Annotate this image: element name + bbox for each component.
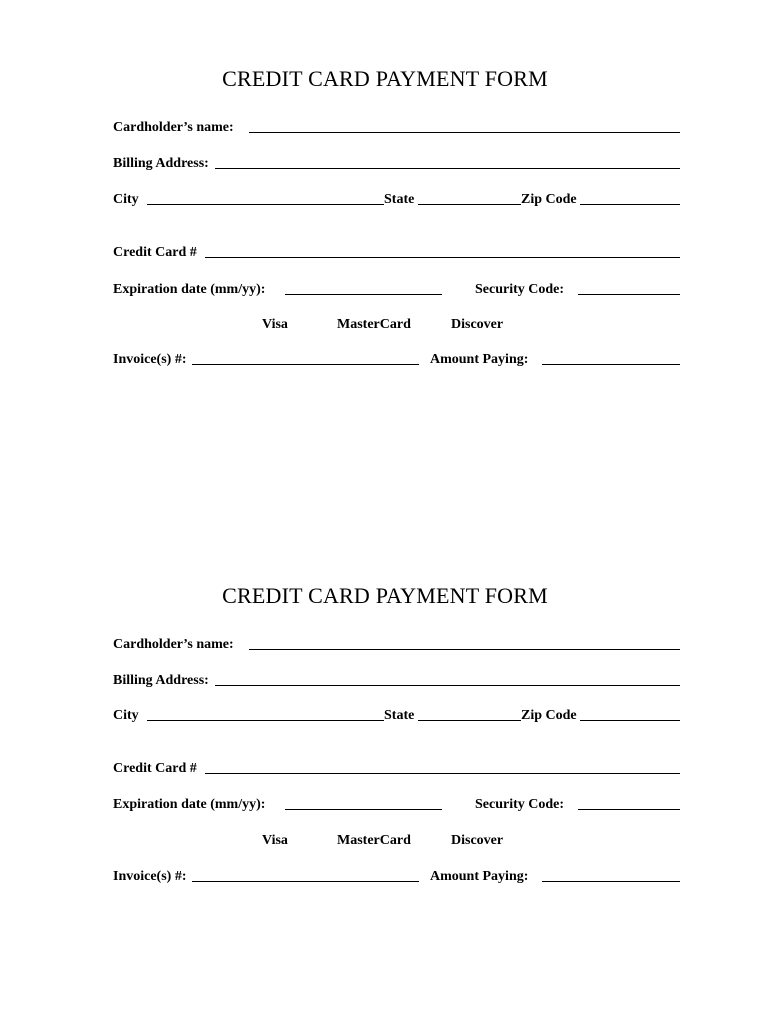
invoice-row [113,869,680,891]
cardholder-row [113,120,680,142]
zip-code-field[interactable] [580,708,680,721]
expiration-row [113,282,680,304]
card-type-row [113,833,680,855]
form-title: CREDIT CARD PAYMENT FORM [222,583,548,608]
security-code-field[interactable] [578,282,680,295]
invoice-row [113,352,680,374]
form-title: CREDIT CARD PAYMENT FORM [222,66,548,91]
credit-card-label: Credit Card # [113,761,197,776]
expiration-date-label: Expiration date (mm/yy): [113,282,266,297]
billing-row [113,673,680,695]
city-label: City [113,708,139,723]
payment-form-2 [0,583,770,983]
card-option-visa[interactable]: Visa [262,833,288,848]
billing-address-label: Billing Address: [113,673,209,688]
city-field[interactable] [147,192,384,205]
credit-card-row [113,245,680,267]
city-row [113,708,680,730]
billing-address-field[interactable] [215,156,680,169]
cardholder-label: Cardholder’s name: [113,637,234,652]
security-code-label: Security Code: [475,797,565,812]
expiration-row [113,797,680,819]
state-label: State [384,708,415,723]
card-option-discover[interactable]: Discover [451,833,504,848]
state-field[interactable] [418,708,521,721]
card-option-discover[interactable]: Discover [451,317,504,332]
zip-code-label: Zip Code [521,708,577,723]
credit-card-row [113,761,680,783]
expiration-date-field[interactable] [285,797,442,810]
credit-card-number-field[interactable] [205,761,680,774]
amount-paying-field[interactable] [542,352,680,365]
invoice-field[interactable] [192,352,419,365]
city-field[interactable] [147,708,384,721]
card-option-visa[interactable]: Visa [262,317,288,332]
expiration-date-label: Expiration date (mm/yy): [113,797,266,812]
expiration-date-field[interactable] [285,282,442,295]
city-row [113,192,680,214]
security-code-label: Security Code: [475,282,565,297]
credit-card-number-field[interactable] [205,245,680,258]
credit-card-label: Credit Card # [113,245,197,260]
card-type-row [113,317,680,339]
zip-code-field[interactable] [580,192,680,205]
cardholder-row [113,637,680,659]
invoice-label: Invoice(s) #: [113,869,187,884]
card-option-mastercard[interactable]: MasterCard [337,833,411,848]
amount-paying-label: Amount Paying: [430,352,529,367]
security-code-field[interactable] [578,797,680,810]
state-label: State [384,192,415,207]
card-option-mastercard[interactable]: MasterCard [337,317,411,332]
billing-row [113,156,680,178]
amount-paying-field[interactable] [542,869,680,882]
state-field[interactable] [418,192,521,205]
payment-form-1 [0,66,770,466]
invoice-field[interactable] [192,869,419,882]
billing-address-field[interactable] [215,673,680,686]
amount-paying-label: Amount Paying: [430,869,529,884]
cardholder-label: Cardholder’s name: [113,120,234,135]
billing-address-label: Billing Address: [113,156,209,171]
invoice-label: Invoice(s) #: [113,352,187,367]
city-label: City [113,192,139,207]
cardholder-name-field[interactable] [249,637,680,650]
cardholder-name-field[interactable] [249,120,680,133]
zip-code-label: Zip Code [521,192,577,207]
